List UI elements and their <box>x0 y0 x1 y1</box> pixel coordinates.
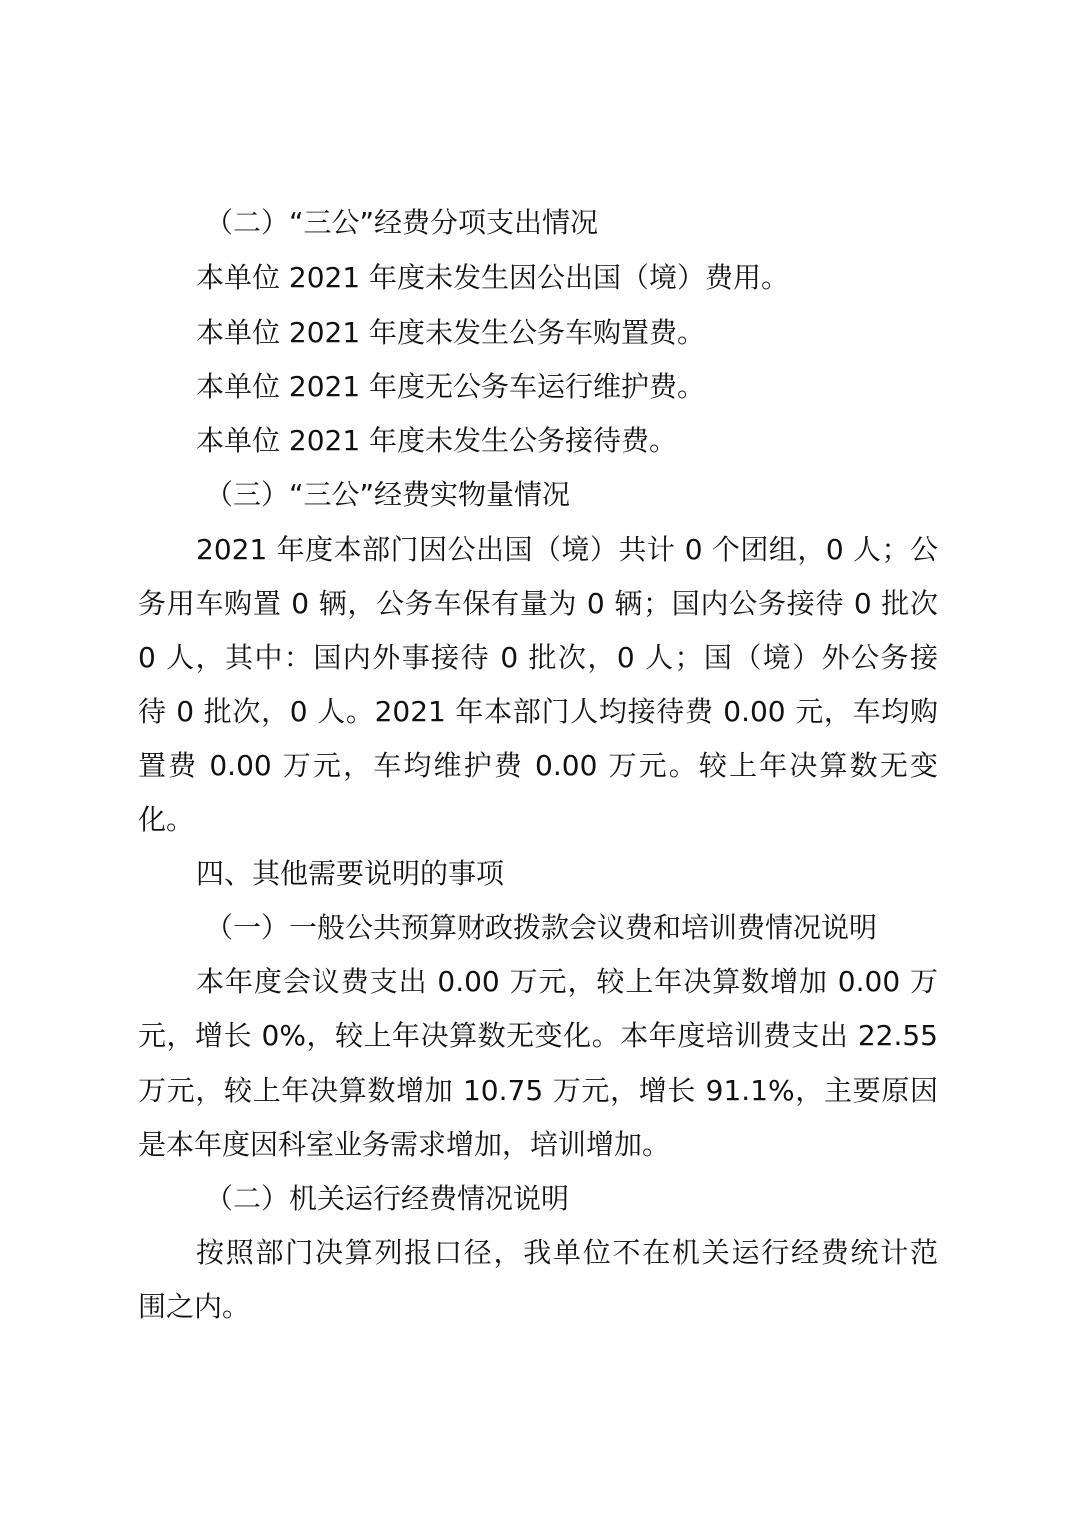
paragraph-meeting-training-line: 是本年度因科室业务需求增加，培训增加。 <box>138 1128 671 1161</box>
paragraph-physical-line: 2021 年度本部门因公出国（境）共计 0 个团组，0 人；公 <box>196 533 938 566</box>
paragraph-physical-line: 0 人，其中：国内外事接待 0 批次，0 人；国（境）外公务接 <box>138 641 938 674</box>
paragraph-abroad-expense: 本单位 2021 年度未发生因公出国（境）费用。 <box>196 261 790 294</box>
paragraph-meeting-training-line: 本年度会议费支出 0.00 万元，较上年决算数增加 0.00 万 <box>196 965 938 998</box>
paragraph-meeting-training-line: 元，增长 0%，较上年决算数无变化。本年度培训费支出 22.55 <box>138 1019 938 1052</box>
section-heading-sangong-items: （二）“三公”经费分项支出情况 <box>205 206 599 239</box>
paragraph-operating-line: 围之内。 <box>138 1290 251 1323</box>
paragraph-physical-line: 置费 0.00 万元，车均维护费 0.00 万元。较上年决算数无变 <box>138 749 938 782</box>
section-heading-operating-expense: （二）机关运行经费情况说明 <box>205 1182 570 1215</box>
paragraph-physical-line: 待 0 批次，0 人。2021 年本部门人均接待费 0.00 元，车均购 <box>138 695 938 728</box>
paragraph-physical-line: 化。 <box>138 803 195 836</box>
paragraph-physical-line: 务用车购置 0 辆，公务车保有量为 0 辆；国内公务接待 0 批次 <box>138 587 938 620</box>
section-heading-sangong-physical: （三）“三公”经费实物量情况 <box>205 478 571 511</box>
paragraph-car-maintenance: 本单位 2021 年度无公务车运行维护费。 <box>196 370 706 403</box>
section-heading-meeting-training: （一）一般公共预算财政拨款会议费和培训费情况说明 <box>205 911 878 944</box>
paragraph-meeting-training-line: 万元，较上年决算数增加 10.75 万元，增长 91.1%，主要原因 <box>138 1074 938 1107</box>
paragraph-reception: 本单位 2021 年度未发生公务接待费。 <box>196 424 678 457</box>
paragraph-operating-line: 按照部门决算列报口径，我单位不在机关运行经费统计范 <box>196 1236 938 1269</box>
paragraph-car-purchase: 本单位 2021 年度未发生公务车购置费。 <box>196 316 706 349</box>
section-heading-other-matters: 四、其他需要说明的事项 <box>196 857 505 890</box>
